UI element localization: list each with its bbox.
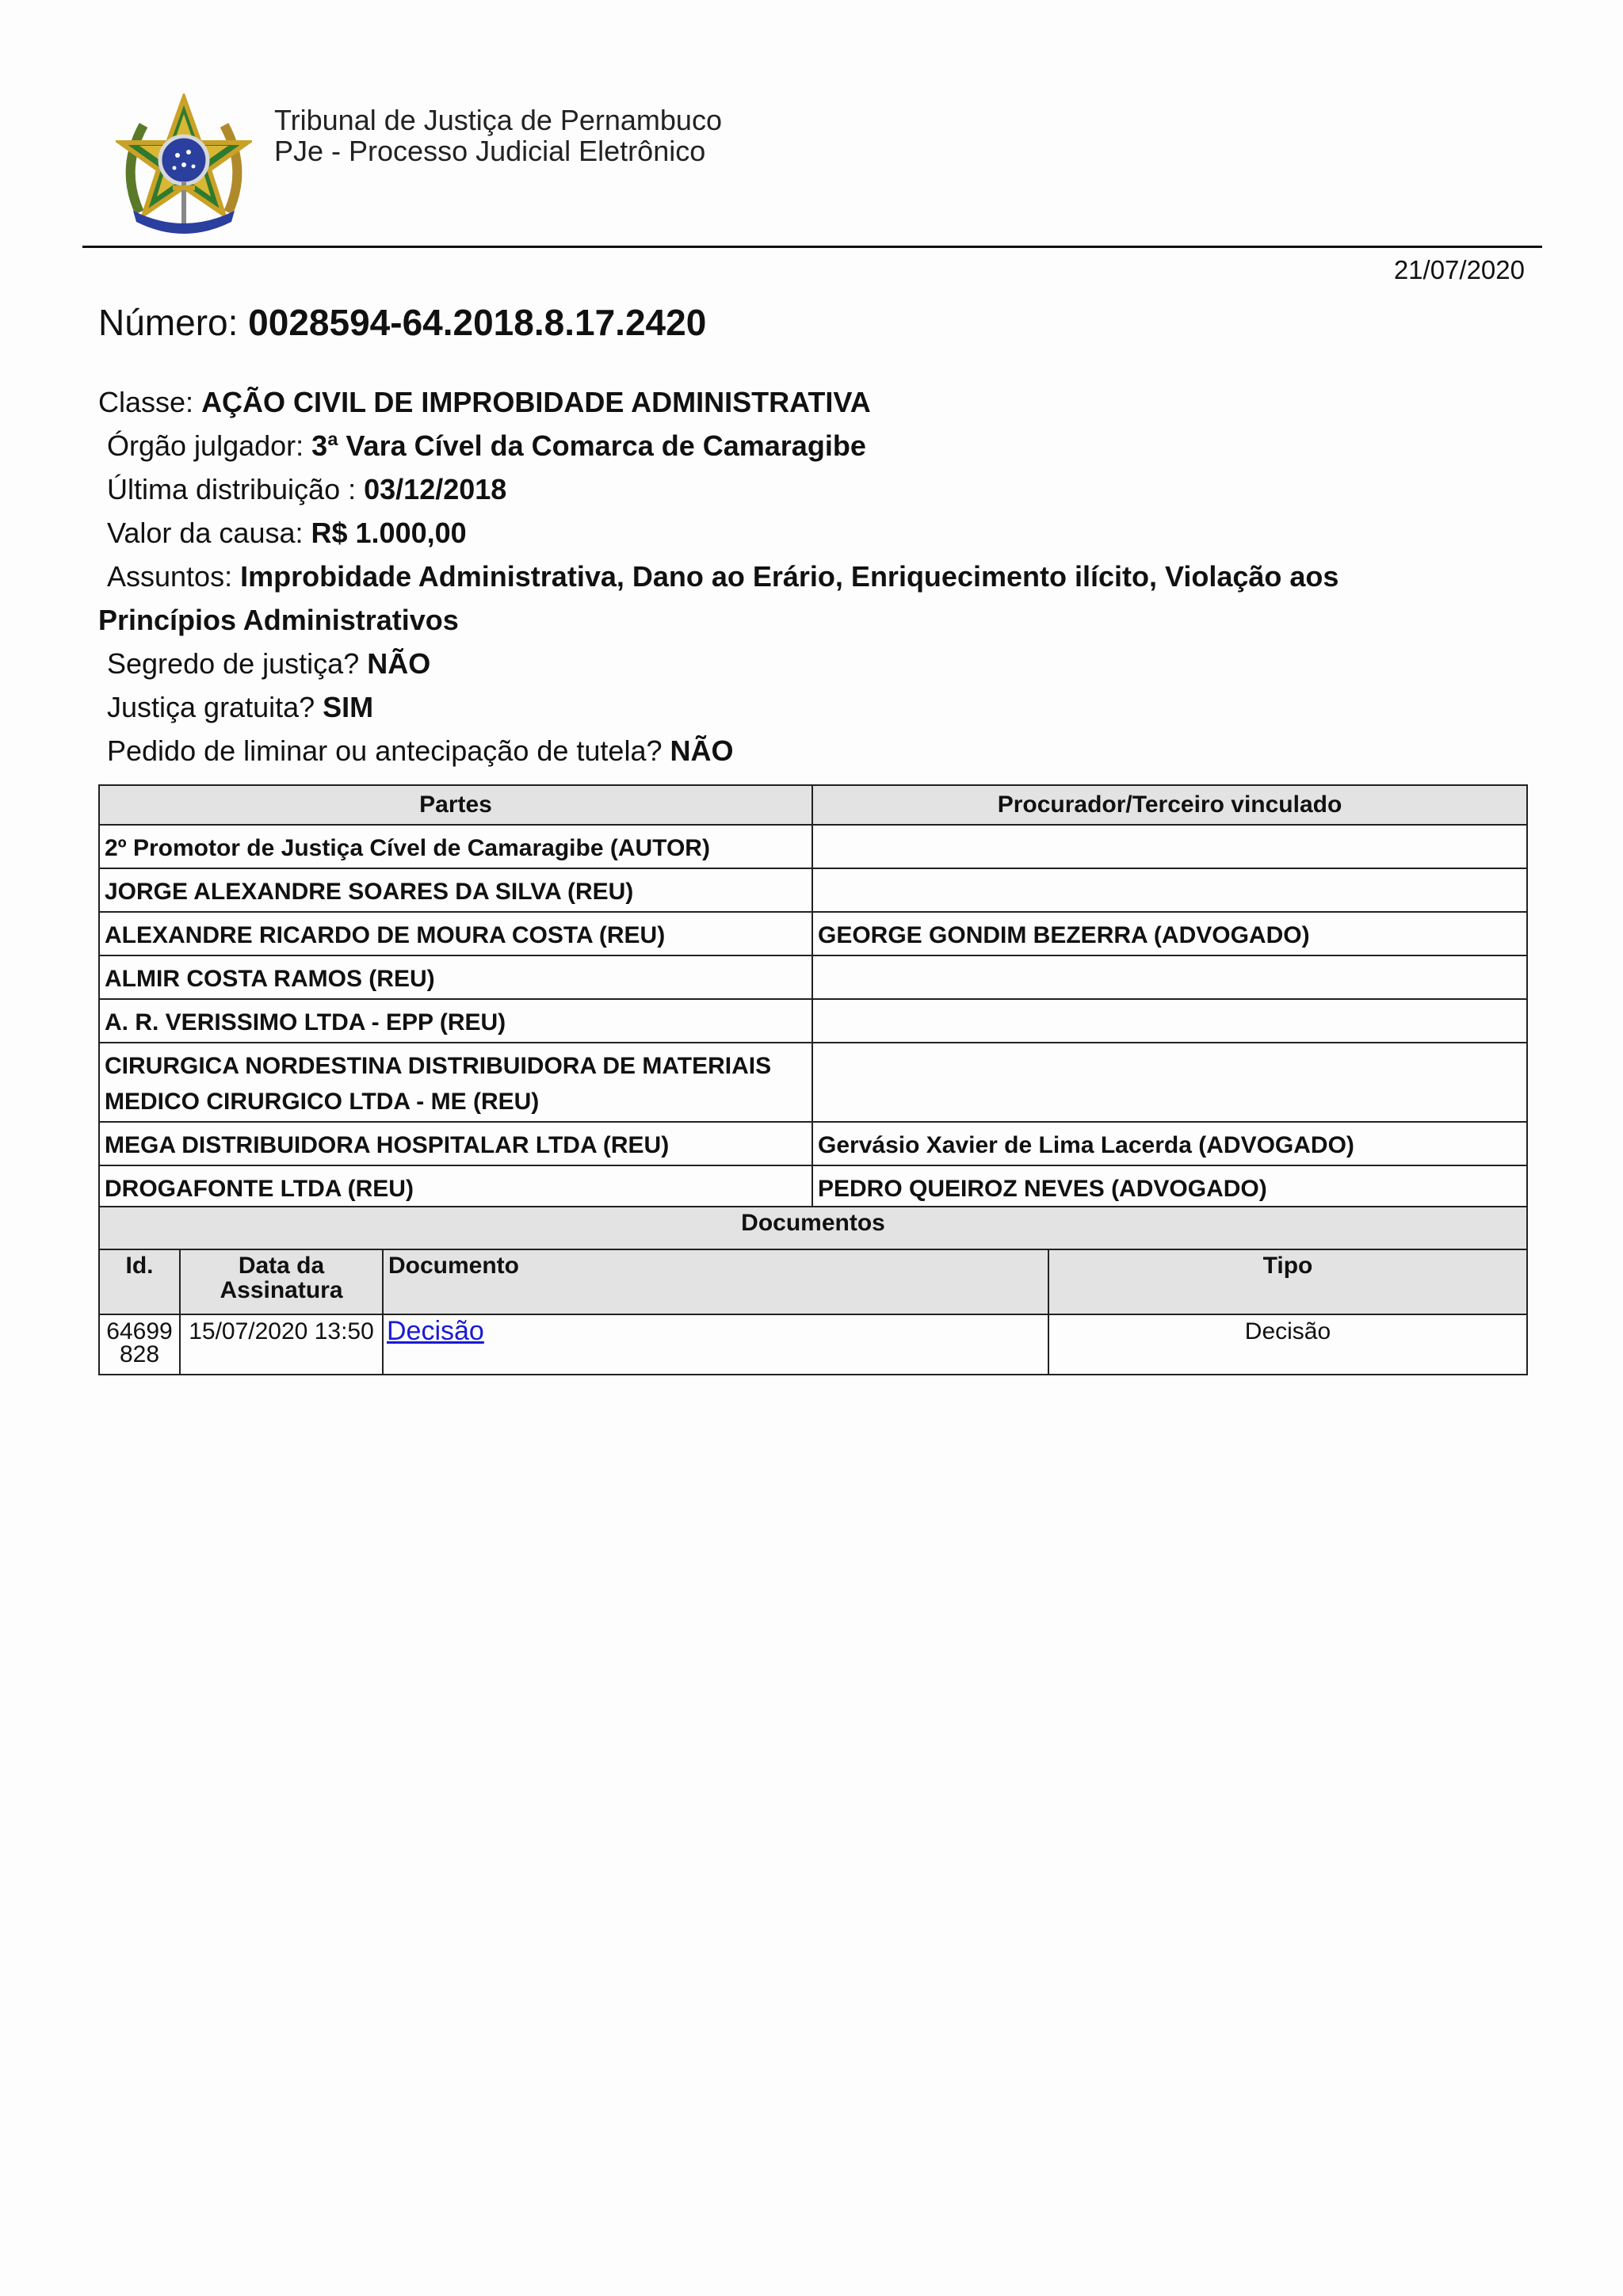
tipo-header: Tipo (1048, 1249, 1527, 1314)
classe-label: Classe: (98, 386, 194, 418)
segredo-row (98, 642, 1525, 685)
assuntos-label: Assuntos: (107, 560, 233, 593)
distribuicao-value: 03/12/2018 (364, 473, 507, 505)
table-row (99, 955, 1527, 999)
classe-row (98, 380, 1525, 424)
assuntos-value-cont: Princípios Administrativos (98, 604, 459, 636)
table-row (99, 868, 1527, 912)
procurador-cell: GEORGE GONDIM BEZERRA (ADVOGADO) (812, 912, 1527, 955)
gratuita-row (98, 685, 1525, 729)
parte-cell: 2º Promotor de Justiça Cível de Camaragibe (AUTOR) (99, 825, 812, 868)
distribuicao-label: Última distribuição : (107, 473, 357, 505)
valor-row (98, 511, 1525, 555)
parte-cell: DROGAFONTE LTDA (REU) (99, 1165, 812, 1209)
process-number (98, 301, 706, 344)
table-row (99, 1314, 1527, 1375)
table-row (99, 1165, 1527, 1209)
parte-cell: CIRURGICA NORDESTINA DISTRIBUIDORA DE MATERIAIS MEDICO CIRURGICO LTDA - ME (REU) (99, 1043, 812, 1122)
document-date: 21/07/2020 (1393, 255, 1525, 284)
assuntos-row (98, 555, 1525, 598)
table-row (99, 912, 1527, 955)
procurador-cell (812, 999, 1527, 1043)
procurador-cell (812, 1043, 1527, 1122)
orgao-row (98, 424, 1525, 467)
doc-id-cell: 64699828 (99, 1314, 180, 1375)
parte-cell: JORGE ALEXANDRE SOARES DA SILVA (REU) (99, 868, 812, 912)
documentos-table (98, 1206, 1528, 1375)
numero-label: Número: (98, 302, 239, 343)
distribuicao-row (98, 467, 1525, 511)
partes-header-row (99, 785, 1527, 825)
gratuita-value: SIM (323, 691, 374, 723)
segredo-value: NÃO (367, 647, 431, 680)
process-info (98, 380, 1525, 772)
org-line2: PJe - Processo Judicial Eletrônico (274, 135, 706, 167)
liminar-value: NÃO (670, 734, 734, 767)
org-line1: Tribunal de Justiça de Pernambuco (274, 104, 722, 136)
assuntos-value: Improbidade Administrativa, Dano ao Erário, Enriquecimento ilícito, Violação aos (240, 560, 1339, 593)
liminar-label: Pedido de liminar ou antecipação de tutela? (107, 734, 663, 767)
documentos-title: Documentos (99, 1207, 1527, 1249)
partes-header: Partes (99, 785, 812, 825)
table-row (99, 825, 1527, 868)
documentos-header-row (99, 1249, 1527, 1314)
assuntos-row-cont (98, 598, 1525, 642)
numero-value: 0028594-64.2018.8.17.2420 (248, 302, 707, 343)
doc-documento-cell (383, 1314, 1048, 1375)
segredo-label: Segredo de justiça? (107, 647, 360, 680)
parte-cell: ALEXANDRE RICARDO DE MOURA COSTA (REU) (99, 912, 812, 955)
parte-cell: MEGA DISTRIBUIDORA HOSPITALAR LTDA (REU) (99, 1122, 812, 1165)
classe-value: AÇÃO CIVIL DE IMPROBIDADE ADMINISTRATIVA (201, 386, 871, 418)
table-row (99, 1043, 1527, 1122)
orgao-value: 3ª Vara Cível da Comarca de Camaragibe (311, 429, 866, 462)
court-name (274, 105, 722, 166)
orgao-label: Órgão julgador: (107, 429, 304, 462)
table-row (99, 1122, 1527, 1165)
procurador-cell: Gervásio Xavier de Lima Lacerda (ADVOGADO) (812, 1122, 1527, 1165)
parte-cell: ALMIR COSTA RAMOS (REU) (99, 955, 812, 999)
procurador-cell (812, 868, 1527, 912)
header-divider (82, 246, 1542, 248)
documento-link[interactable]: Decisão (387, 1316, 484, 1346)
procurador-header: Procurador/Terceiro vinculado (812, 785, 1527, 825)
documento-header: Documento (383, 1249, 1048, 1314)
valor-label: Valor da causa: (107, 517, 304, 549)
procurador-cell: PEDRO QUEIROZ NEVES (ADVOGADO) (812, 1165, 1527, 1209)
table-row (99, 999, 1527, 1043)
doc-data-cell: 15/07/2020 13:50 (180, 1314, 383, 1375)
parte-cell: A. R. VERISSIMO LTDA - EPP (REU) (99, 999, 812, 1043)
data-header: Data da Assinatura (180, 1249, 383, 1314)
gratuita-label: Justiça gratuita? (107, 691, 315, 723)
partes-table (98, 784, 1528, 1210)
liminar-row (98, 729, 1525, 772)
document-header (82, 93, 1541, 246)
doc-tipo-cell: Decisão (1048, 1314, 1527, 1375)
brazil-coat-of-arms-icon (116, 93, 252, 241)
procurador-cell (812, 825, 1527, 868)
procurador-cell (812, 955, 1527, 999)
valor-value: R$ 1.000,00 (311, 517, 467, 549)
id-header: Id. (99, 1249, 180, 1314)
